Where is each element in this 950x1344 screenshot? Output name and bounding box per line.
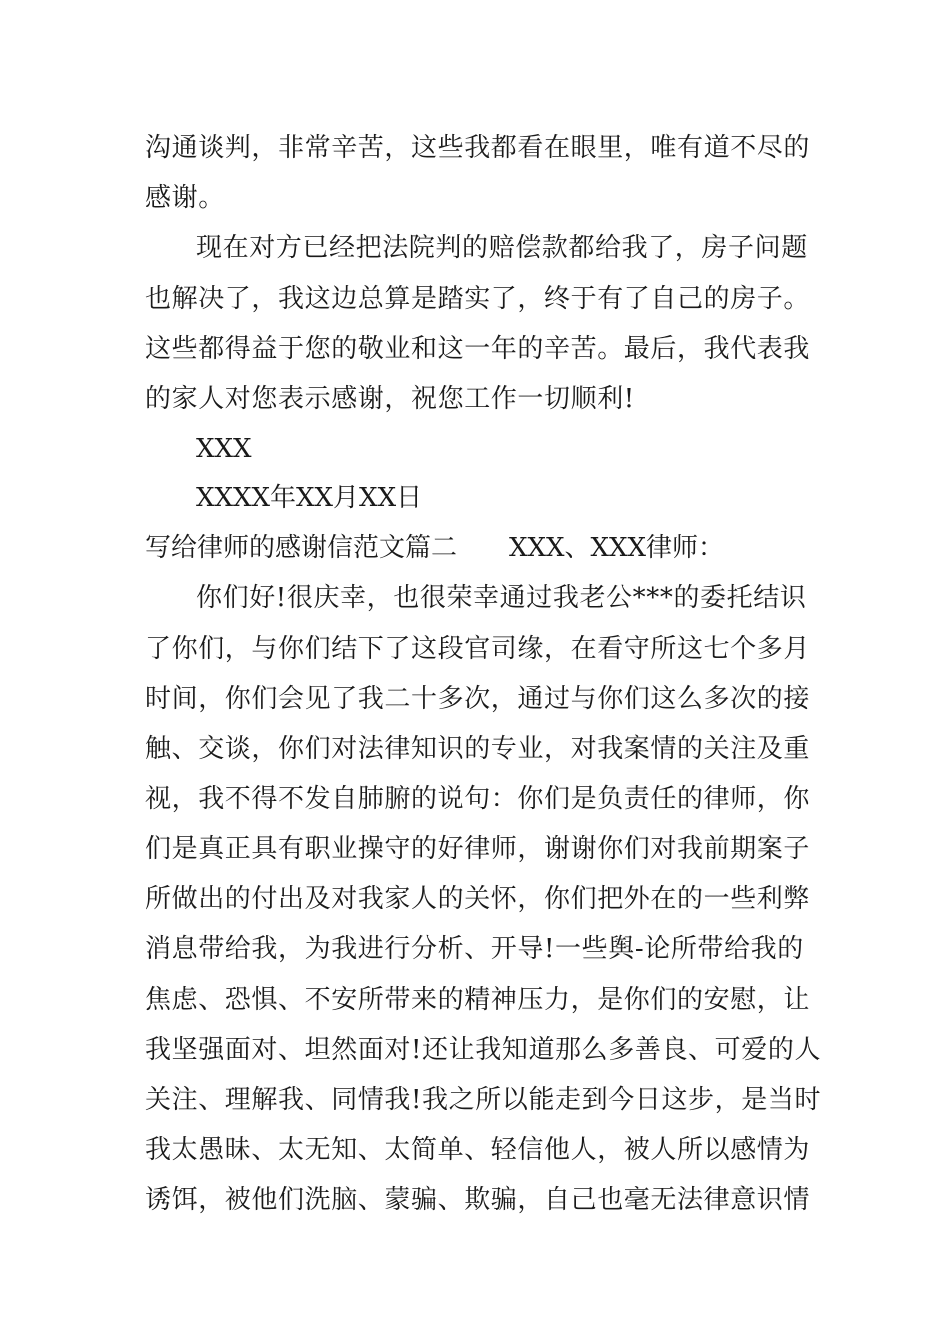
- text-line: 我坚强面对、坦然面对!还让我知道那么多善良、可爱的人: [145, 1035, 822, 1065]
- text-line: 关注、理解我、同情我!我之所以能走到今日这步，是当时: [145, 1085, 822, 1115]
- text-line: 感谢。: [145, 183, 225, 213]
- text-line: 我太愚昧、太无知、太简单、轻信他人，被人所以感情为: [145, 1135, 811, 1165]
- text-line: 了你们，与你们结下了这段官司缘，在看守所这七个多月: [145, 634, 811, 664]
- text-line: 们是真正具有职业操守的好律师，谢谢你们对我前期案子: [145, 834, 811, 864]
- text-line: 现在对方已经把法院判的赔偿款都给我了，房子问题: [196, 233, 808, 263]
- text-line: 也解决了，我这边总算是踏实了，终于有了自己的房子。: [145, 284, 811, 314]
- text-line: 你们好!很庆幸，也很荣幸通过我老公***的委托结识: [196, 583, 807, 613]
- signature-name: XXX: [196, 434, 252, 464]
- text-line: 时间，你们会见了我二十多次，通过与你们这么多次的接: [145, 684, 811, 714]
- text-line: 的家人对您表示感谢，祝您工作一切顺利!: [145, 384, 635, 414]
- signature-date: XXXX年XX月XX日: [196, 483, 423, 513]
- text-line: 焦虑、恐惧、不安所带来的精神压力，是你们的安慰，让: [145, 985, 811, 1015]
- text-line: 触、交谈，你们对法律知识的专业，对我案情的关注及重: [145, 734, 811, 764]
- text-line: 视，我不得不发自肺腑的说句：你们是负责任的律师，你: [145, 784, 811, 814]
- text-line: 诱饵，被他们洗脑、蒙骗、欺骗，自己也毫无法律意识情: [145, 1185, 811, 1215]
- text-line: 消息带给我，为我进行分析、开导!一些舆-论所带给我的: [145, 934, 804, 964]
- text-line: 这些都得益于您的敬业和这一年的辛苦。最后，我代表我: [145, 334, 811, 364]
- text-line: 所做出的付出及对我家人的关怀，你们把外在的一些利弊: [145, 884, 811, 914]
- text-line: 沟通谈判，非常辛苦，这些我都看在眼里，唯有道不尽的: [145, 133, 811, 163]
- section-heading: 写给律师的感谢信范文篇二 XXX、XXX律师：: [145, 533, 725, 563]
